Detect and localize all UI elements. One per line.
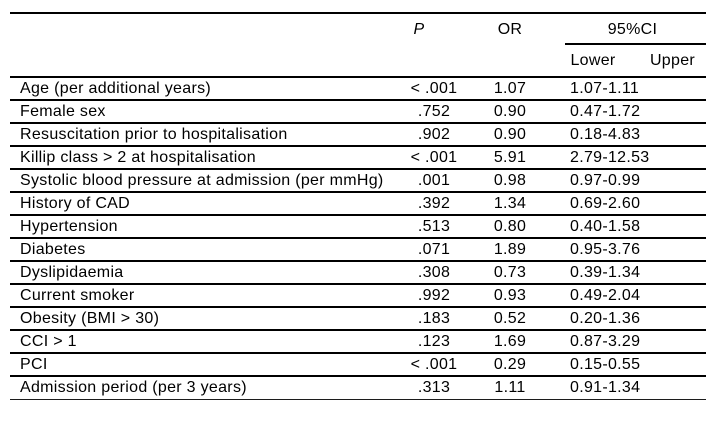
ci-range: 1.07-1.11	[547, 77, 706, 100]
or-value: 1.89	[473, 238, 547, 261]
ci-range: 0.15-0.55	[547, 353, 706, 376]
or-value: 0.93	[473, 284, 547, 307]
or-value: 1.07	[473, 77, 547, 100]
column-header-upper: Upper	[639, 45, 706, 77]
row-label: Systolic blood pressure at admission (per mmHg)	[10, 169, 395, 192]
ci-range: 0.39-1.34	[547, 261, 706, 284]
ci-range: 0.18-4.83	[547, 123, 706, 146]
row-label: Diabetes	[10, 238, 395, 261]
ci-range: 0.69-2.60	[547, 192, 706, 215]
table-body	[10, 77, 706, 399]
table-row	[10, 330, 706, 353]
row-label: CCI > 1	[10, 330, 395, 353]
column-header-p: P	[413, 20, 425, 38]
table-row	[10, 100, 706, 123]
p-value: .001	[395, 169, 473, 192]
p-value: .183	[395, 307, 473, 330]
ci-range: 0.91-1.34	[570, 378, 641, 396]
p-value: .123	[395, 330, 473, 353]
or-value: 0.80	[473, 215, 547, 238]
header-row-top	[10, 13, 706, 45]
column-header-lower: Lower	[547, 45, 639, 77]
regression-results-table	[10, 12, 706, 400]
row-label: Female sex	[10, 100, 395, 123]
header-row-sub	[10, 45, 706, 77]
table-row	[10, 146, 706, 169]
p-value: .513	[395, 215, 473, 238]
ci-range: 0.20-1.36	[547, 307, 706, 330]
ci-range: 2.79-12.53	[547, 146, 706, 169]
label-column-header-empty	[10, 13, 395, 45]
table-header	[10, 13, 706, 77]
row-label: Admission period (per 3 years)	[20, 378, 247, 396]
table-row	[10, 261, 706, 284]
ci-range: 0.87-3.29	[547, 330, 706, 353]
or-value: 0.90	[473, 100, 547, 123]
p-value: < .001	[395, 353, 473, 376]
table-row	[10, 169, 706, 192]
or-value: 0.52	[473, 307, 547, 330]
or-value: 0.98	[473, 169, 547, 192]
p-value: .992	[395, 284, 473, 307]
or-value: 0.73	[473, 261, 547, 284]
table-row	[10, 376, 706, 399]
row-label: Dyslipidaemia	[10, 261, 395, 284]
row-label: Obesity (BMI > 30)	[10, 307, 395, 330]
or-value: 1.69	[473, 330, 547, 353]
or-value: 1.11	[494, 378, 526, 396]
p-value: .752	[395, 100, 473, 123]
p-value: .071	[395, 238, 473, 261]
row-label: Killip class > 2 at hospitalisation	[10, 146, 395, 169]
p-column-subheader-empty	[395, 45, 473, 77]
or-value: 0.29	[473, 353, 547, 376]
column-header-or: OR	[497, 20, 523, 38]
ci-range: 0.47-1.72	[547, 100, 706, 123]
row-label: Hypertension	[10, 215, 395, 238]
or-value: 1.34	[473, 192, 547, 215]
ci-range: 0.97-0.99	[547, 169, 706, 192]
ci-range: 0.95-3.76	[547, 238, 706, 261]
ci-range: 0.40-1.58	[547, 215, 706, 238]
p-value: < .001	[395, 77, 473, 100]
row-label: PCI	[10, 353, 395, 376]
table-row	[10, 215, 706, 238]
p-value: < .001	[395, 146, 473, 169]
p-value: .308	[395, 261, 473, 284]
row-label: Current smoker	[10, 284, 395, 307]
row-label: History of CAD	[10, 192, 395, 215]
table-row	[10, 192, 706, 215]
or-column-subheader-empty	[473, 45, 547, 77]
table-row	[10, 123, 706, 146]
p-value: .902	[395, 123, 473, 146]
column-header-ci: 95%CI	[547, 13, 706, 45]
ci-range: 0.49-2.04	[547, 284, 706, 307]
table-row	[10, 307, 706, 330]
p-value: .313	[417, 378, 451, 396]
table-row	[10, 284, 706, 307]
or-value: 5.91	[473, 146, 547, 169]
table-row	[10, 353, 706, 376]
table-row	[10, 77, 706, 100]
row-label: Age (per additional years)	[10, 77, 395, 100]
label-column-subheader-empty	[10, 45, 395, 77]
p-value: .392	[395, 192, 473, 215]
or-value: 0.90	[473, 123, 547, 146]
table-row	[10, 238, 706, 261]
row-label: Resuscitation prior to hospitalisation	[10, 123, 395, 146]
